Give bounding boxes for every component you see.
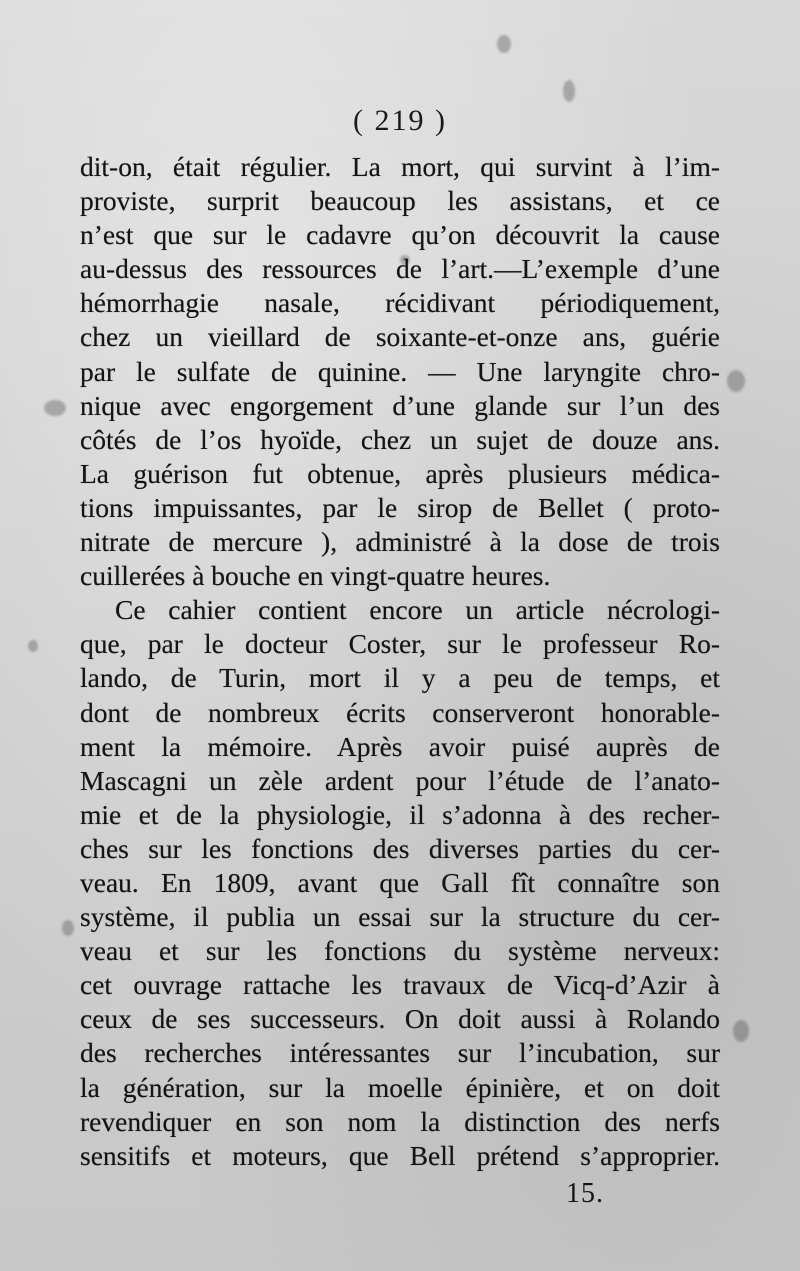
foxing-spot <box>497 35 511 53</box>
text-line: que, par le docteur Coster, sur le professeur Ro- <box>80 628 720 660</box>
text-line: dont de nombreux écrits conserveront honorable- <box>80 696 720 728</box>
text-line: Mascagni un zèle ardent pour l’étude de l’anato- <box>80 764 720 796</box>
text-line: cuillerées à bouche en vingt-quatre heures. <box>80 560 551 592</box>
text-line: nique avec engorgement d’une glande sur l’un des <box>80 389 720 421</box>
foxing-spot <box>28 640 38 652</box>
text-line: cet ouvrage rattache les travaux de Vicq-d’Azir à <box>80 969 720 1001</box>
text-line: chez un vieillard de soixante-et-onze ans, guérie <box>80 321 720 353</box>
foxing-spot <box>44 400 66 416</box>
text-line: lando, de Turin, mort il y a peu de temps, et <box>80 662 720 694</box>
text-line: ches sur les fonctions des diverses parties du cer- <box>80 832 720 864</box>
foxing-spot <box>62 920 74 936</box>
text-line: revendiquer en son nom la distinction des nerfs <box>80 1105 720 1137</box>
text-line: Ce cahier contient encore un article nécrologi- <box>115 594 720 626</box>
text-line: hémorrhagie nasale, récidivant périodiquement, <box>80 287 720 319</box>
text-line: côtés de l’os hyoïde, chez un sujet de douze ans. <box>80 423 720 455</box>
text-line: système, il publia un essai sur la structure du cer- <box>80 901 720 933</box>
foxing-spot <box>727 370 745 392</box>
text-line: ment la mémoire. Après avoir puisé auprès de <box>80 730 720 762</box>
text-line: dit-on, était régulier. La mort, qui survint à l’im- <box>80 151 720 182</box>
text-line: proviste, surprit beaucoup les assistans, et ce <box>80 185 720 217</box>
text-line: veau. En 1809, avant que Gall fît connaître son <box>80 866 720 898</box>
text-line: des recherches intéressantes sur l’incubation, sur <box>80 1037 720 1069</box>
text-line: La guérison fut obtenue, après plusieurs médica- <box>80 457 720 489</box>
signature-mark: 15. <box>566 1178 604 1209</box>
text-line: la génération, sur la moelle épinière, et on doit <box>80 1071 720 1103</box>
text-line: nitrate de mercure ), administré à la dose de trois <box>80 526 720 558</box>
text-line: tions impuissantes, par le sirop de Bellet ( proto- <box>80 491 720 523</box>
text-line: au-dessus des ressources de l’art.—L’exemple d’une <box>80 253 720 285</box>
foxing-spot <box>733 1020 749 1042</box>
text-line: sensitifs et moteurs, que Bell prétend s’approprier. <box>80 1139 720 1171</box>
text-line: mie et de la physiologie, il s’adonna à des recher- <box>80 798 720 830</box>
page-number: ( 219 ) <box>353 104 447 137</box>
body-text <box>80 150 720 1173</box>
text-line: n’est que sur le cadavre qu’on découvrit la cause <box>80 219 720 251</box>
text-line: ceux de ses successeurs. On doit aussi à Rolando <box>80 1003 720 1035</box>
text-line: veau et sur les fonctions du système nerveux: <box>80 935 720 967</box>
text-line: par le sulfate de quinine. — Une laryngite chro- <box>80 355 720 387</box>
foxing-spot <box>563 80 575 102</box>
